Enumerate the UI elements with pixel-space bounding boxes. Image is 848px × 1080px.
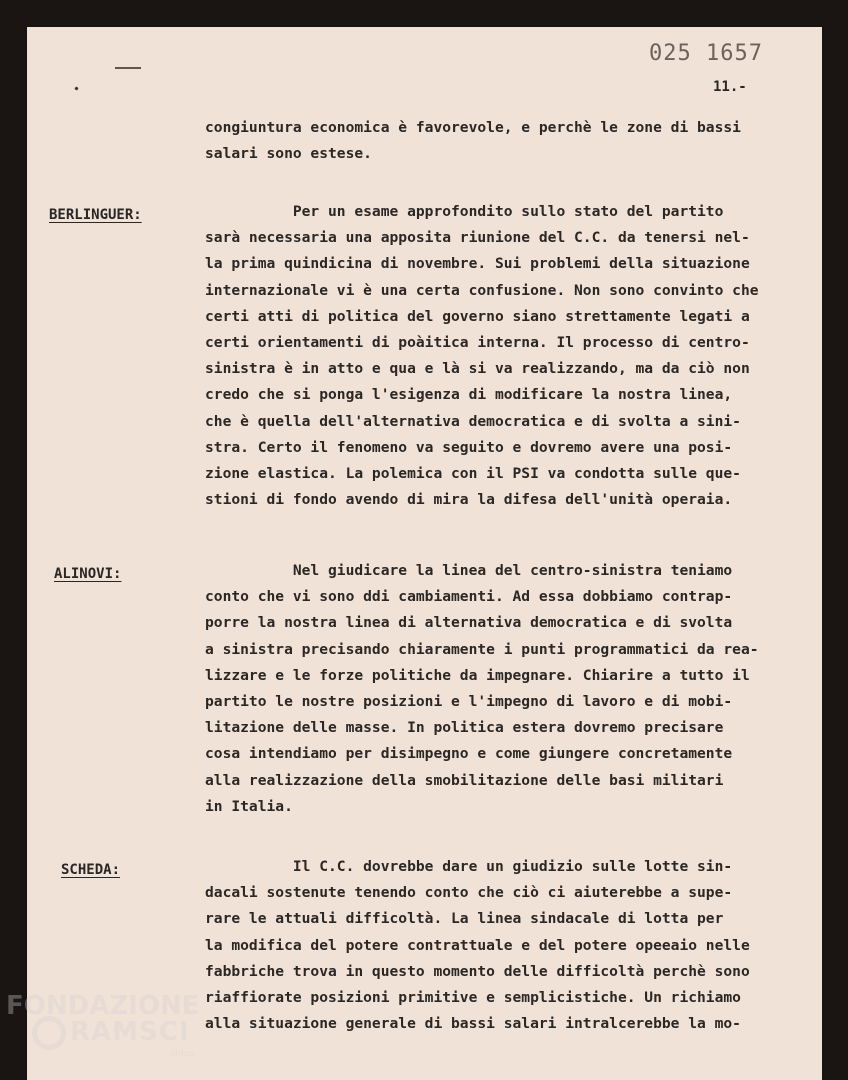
watermark-line-1: FONDAZIONE xyxy=(6,991,200,1021)
ink-speck xyxy=(74,86,78,90)
speaker-label-scheda: SCHEDA: xyxy=(61,862,121,878)
watermark-g-logo-icon xyxy=(32,1016,66,1050)
document-page xyxy=(27,27,822,1080)
fondazione-gramsci-watermark xyxy=(0,985,220,1080)
paragraph-scheda: Il C.C. dovrebbe dare un giudizio sulle lotte sin- dacali sostenute tenendo conto che ciò ci aiuterebbe a supe- rare le attuali difficoltà. La linea sindacale di lotta per la modifica del potere contrattuale e del potere opeeaio nelle fabbriche trova in questo momento delle difficoltà perchè sono riaffiorate posizioni primitive e semplicistiche. Un richiamo alla situazione generale di bassi salari intralcerebbe la mo- xyxy=(205,858,750,1033)
paragraph-continuation: congiuntura economica è favorevole, e perchè le zone di bassi salari sono estese. xyxy=(205,119,741,163)
speaker-label-berlinguer: BERLINGUER: xyxy=(49,207,142,223)
paragraph-alinovi: Nel giudicare la linea del centro-sinistra teniamo conto che vi sono ddi cambiamenti. Ad essa dobbiamo contrap- porre la nostra linea di alternativa democratica e di svolta a sinistra precisando chiaramente i punti programmatici da rea- lizzare e le forze politiche da impegnare. Chiarire a tutto il partito le nostre posizioni e l'impegno di lavoro e di mobi- litazione delle masse. In politica estera dovremo precisare cosa intendiamo per disimpegno e come giungere concretamente alla realizzazione della smobilitazione delle basi militari in Italia. xyxy=(205,562,759,815)
typed-dash-mark xyxy=(115,67,141,69)
paragraph-berlinguer: Per un esame approfondito sullo stato del partito sarà necessaria una apposita riunione del C.C. da tenersi nel- la prima quindicina di novembre. Sui problemi della situazione internazionale vi è una certa confusione. Non sono convinto che certi atti di politica del governo siano strettamente legati a certi orientamenti di poàitica interna. Il processo di centro- sinistra è in atto e qua e là si va realizzando, ma da ciò non credo che si ponga l'esigenza di modificare la nostra linea, che è quella dell'alternativa democratica e di svolta a sini- stra. Certo il fenomeno va seguito e dovremo avere una posi- zione elastica. La polemica con il PSI va condotta sulle que- stioni di fondo avendo di mira la difesa dell'unità operaia. xyxy=(205,203,759,509)
watermark-line-2: RAMSCI xyxy=(70,1017,190,1047)
archive-number-stamp: 025 1657 xyxy=(649,41,763,66)
watermark-line-3: onlus xyxy=(170,1049,195,1059)
speaker-label-alinovi: ALINOVI: xyxy=(54,566,122,582)
page-number: 11.- xyxy=(713,79,747,95)
